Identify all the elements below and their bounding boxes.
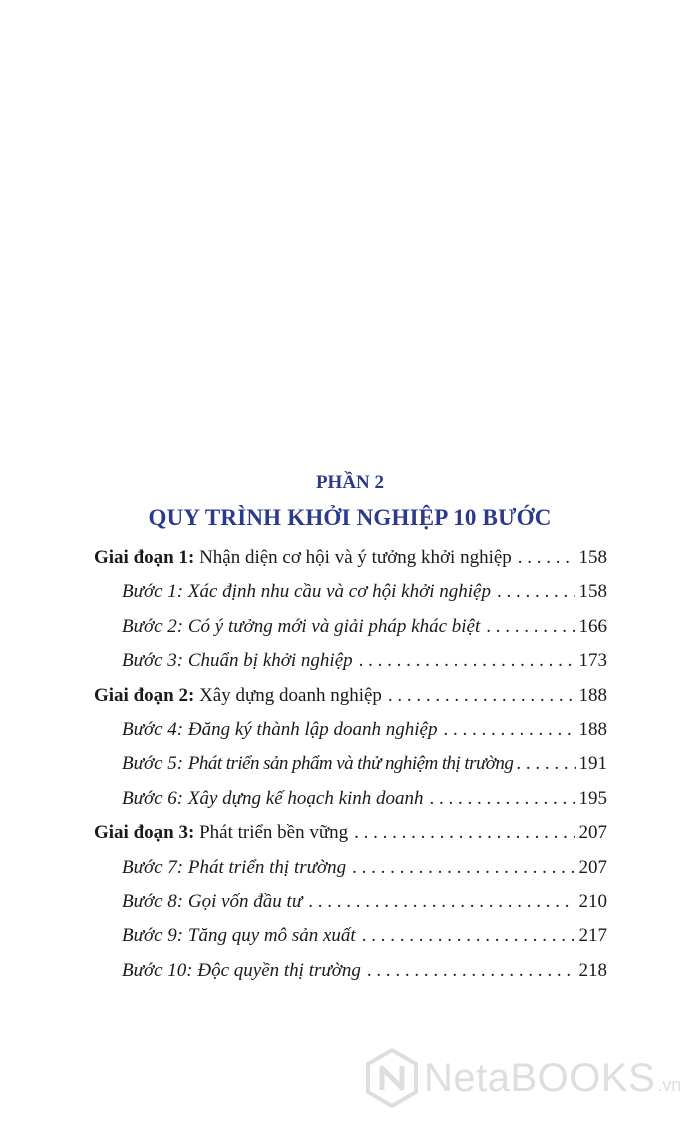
- part-label: PHẦN 2: [315, 472, 385, 493]
- dot-leader: [430, 782, 575, 816]
- dot-leader: [516, 747, 575, 781]
- step-label: Bước 5:: [122, 753, 184, 775]
- watermark-brand: NetaBOOKS: [424, 1055, 656, 1100]
- page-number: 191: [578, 753, 607, 775]
- watermark: [366, 1046, 681, 1110]
- page-number: 158: [578, 547, 607, 568]
- step-label: Bước 9:: [122, 925, 184, 947]
- step-title: Tăng quy mô sản xuất: [187, 925, 356, 947]
- stage-title: Nhận diện cơ hội và ý tưởng khởi nghiệp: [199, 547, 512, 568]
- page-number: 188: [578, 684, 607, 706]
- dot-leader: [308, 885, 574, 919]
- step-label: Bước 10:: [122, 959, 193, 981]
- toc-step-9[interactable]: [94, 919, 607, 953]
- stage-label: Giai đoạn 1:: [94, 547, 195, 568]
- step-label: Bước 1:: [122, 581, 184, 603]
- page-number: 207: [578, 856, 607, 878]
- page-number: 218: [578, 959, 607, 981]
- stage-title: Phát triển bền vững: [199, 822, 349, 844]
- toc-step-8[interactable]: [94, 885, 607, 919]
- toc-step-10[interactable]: [94, 954, 607, 988]
- dot-leader: [367, 954, 575, 988]
- toc-stage-3[interactable]: [94, 816, 607, 850]
- step-label: Bước 7:: [122, 856, 184, 878]
- page-number: 210: [578, 890, 607, 912]
- stage-label: Giai đoạn 3:: [94, 822, 195, 844]
- step-title: Phát triển thị trường: [187, 856, 347, 878]
- dot-leader: [354, 816, 574, 850]
- dot-leader: [352, 851, 574, 885]
- step-title: Gọi vốn đầu tư: [187, 890, 303, 912]
- step-title: Xây dựng kế hoạch kinh doanh: [187, 787, 424, 809]
- watermark-suffix: .vn: [657, 1075, 682, 1095]
- dot-leader: [388, 679, 575, 713]
- step-title: Xác định nhu cầu và cơ hội khởi nghiệp: [187, 581, 491, 603]
- stage-label: Giai đoạn 2:: [94, 684, 195, 706]
- dot-leader: [518, 541, 575, 575]
- step-label: Bước 2:: [122, 615, 184, 637]
- page-number: 166: [578, 615, 607, 637]
- step-title: Độc quyền thị trường: [197, 959, 361, 981]
- dot-leader: [443, 713, 574, 747]
- toc-step-1[interactable]: [94, 575, 607, 609]
- table-of-contents: [94, 541, 607, 988]
- step-title: Chuẩn bị khởi nghiệp: [187, 650, 353, 672]
- dot-leader: [497, 575, 575, 609]
- step-label: Bước 8:: [122, 890, 184, 912]
- step-label: Bước 3:: [122, 650, 184, 672]
- dot-leader: [486, 610, 574, 644]
- step-title: Có ý tưởng mới và giải pháp khác biệt: [187, 615, 481, 637]
- toc-step-7[interactable]: [94, 851, 607, 885]
- dot-leader: [359, 644, 575, 678]
- toc-stage-2[interactable]: [94, 679, 607, 713]
- toc-step-4[interactable]: [94, 713, 607, 747]
- page-number: 195: [578, 787, 607, 809]
- page-number: 207: [578, 822, 607, 844]
- step-label: Bước 6:: [122, 787, 184, 809]
- toc-step-5[interactable]: [94, 747, 607, 781]
- page-number: 158: [578, 581, 607, 603]
- part-title: QUY TRÌNH KHỞI NGHIỆP 10 BƯỚC: [148, 505, 552, 530]
- step-label: Bước 4:: [122, 718, 184, 740]
- step-title: Đăng ký thành lập doanh nghiệp: [187, 718, 438, 740]
- page-number: 188: [578, 718, 607, 740]
- toc-stage-1[interactable]: [94, 541, 607, 575]
- stage-title: Xây dựng doanh nghiệp: [199, 684, 382, 706]
- toc-step-2[interactable]: [94, 610, 607, 644]
- page-number: 217: [578, 925, 607, 947]
- netabooks-logo-icon: [366, 1048, 418, 1108]
- page-number: 173: [578, 650, 607, 672]
- toc-step-6[interactable]: [94, 782, 607, 816]
- dot-leader: [362, 919, 575, 953]
- toc-step-3[interactable]: [94, 644, 607, 678]
- step-title: Phát triển sản phẩm và thử nghiệm thị trường: [187, 753, 514, 775]
